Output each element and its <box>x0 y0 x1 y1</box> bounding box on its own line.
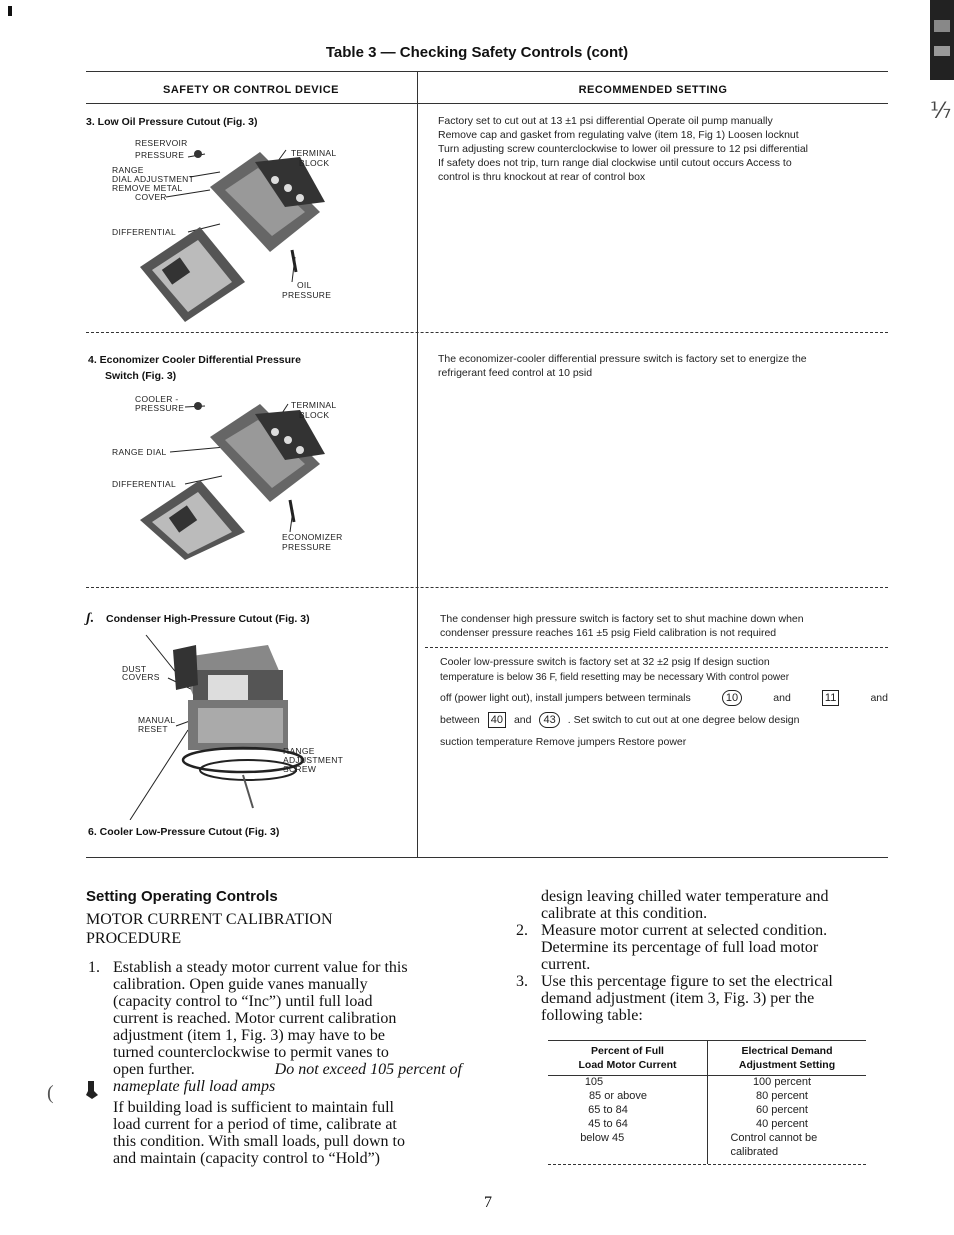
setting-line: control is thru knockout at rear of control box <box>438 171 646 183</box>
label-range: RANGE <box>112 165 144 175</box>
setting-cell: Control cannot be <box>730 1132 818 1144</box>
setting-cell: calibrated <box>730 1146 779 1158</box>
body-line: current. <box>541 956 591 973</box>
current-cell: 45 to 64 <box>588 1118 628 1130</box>
body-line: adjustment (item 1, Fig. 3) may have to be <box>113 1027 385 1044</box>
head-text: Adjustment Setting <box>738 1059 836 1071</box>
demand-head-right <box>708 1044 866 1072</box>
demand-head-left <box>548 1044 707 1072</box>
body-line: demand adjustment (item 3, Fig. 3) per the <box>541 990 815 1007</box>
label-covers: COVERS <box>122 672 160 682</box>
setting-line: The condenser high pressure switch is factory set to shut machine down when <box>440 613 804 625</box>
section-6-setting <box>440 655 888 752</box>
body-line: turned counterclockwise to permit vanes to <box>113 1044 389 1061</box>
body-line-mixed <box>113 1061 462 1078</box>
setting-cell: 60 percent <box>756 1104 808 1116</box>
label-reservoir: RESERVOIR <box>135 138 188 148</box>
demand-table-body <box>548 1075 866 1159</box>
section-4-title-line2: Switch (Fig. 3) <box>105 370 177 382</box>
terminal-10: 10 <box>722 690 742 706</box>
section-3-setting <box>438 114 888 184</box>
section-5-divider <box>425 647 888 648</box>
section-3-divider <box>86 332 888 333</box>
table-row <box>548 1145 866 1159</box>
label-pressure: PRESSURE <box>135 150 185 160</box>
head-text: Load Motor Current <box>578 1059 677 1071</box>
body-line: this condition. With small loads, pull down to <box>113 1133 405 1150</box>
label-economizer-pressure: PRESSURE <box>282 542 332 552</box>
body-line: and maintain (capacity control to “Hold”) <box>113 1150 381 1167</box>
warning-italic: nameplate full load amps <box>113 1078 276 1095</box>
label-terminal: TERMINAL <box>291 148 337 158</box>
label-differential: DIFFERENTIAL <box>112 227 177 237</box>
step-2-number: 2. <box>516 922 528 939</box>
setting-line: suction temperature Remove jumpers Restore power <box>440 736 687 748</box>
col-head-device: SAFETY OR CONTROL DEVICE <box>162 84 339 96</box>
section-5-title: Condenser High-Pressure Cutout (Fig. 3) <box>106 613 310 625</box>
section-4-setting <box>438 352 888 380</box>
current-cell: below 45 <box>580 1132 625 1144</box>
step-3-number: 3. <box>516 973 528 990</box>
setting-text: and <box>773 692 791 704</box>
setting-line: Turn adjusting screw counterclockwise to lower oil pressure to 12 psi differential <box>438 143 809 155</box>
page-title: Table 3 — Checking Safety Controls (cont) <box>325 44 629 61</box>
body-line: calibrate at this condition. <box>541 905 708 922</box>
label-economizer: ECONOMIZER <box>282 532 343 542</box>
body-line: Establish a steady motor current value for this <box>113 959 408 976</box>
body-line: current is reached. Motor current calibration <box>113 1010 397 1027</box>
section-4-divider <box>86 587 888 588</box>
step-1-continued <box>541 888 888 922</box>
label-dial-adjustment: DIAL ADJUSTMENT <box>112 174 195 184</box>
label-cooler: COOLER - <box>135 394 179 404</box>
label-block: BLOCK <box>299 158 330 168</box>
label-screw: SCREW <box>283 764 317 774</box>
demand-table-bottom <box>548 1164 866 1165</box>
setting-line-terminals-2 <box>440 710 888 730</box>
body-line: following table: <box>541 1007 643 1024</box>
body-line: calibration. Open guide vanes manually <box>113 976 368 993</box>
body-line: Measure motor current at selected condition. <box>541 922 828 939</box>
label-oil-pressure: PRESSURE <box>282 290 332 300</box>
edge-tab-stripe <box>934 20 950 32</box>
setting-line: condenser pressure reaches 161 ±5 psig Field calibration is not required <box>440 627 777 639</box>
margin-mark: ⅐ <box>930 98 952 123</box>
setting-cell: 80 percent <box>756 1090 808 1102</box>
label-oil: OIL <box>297 280 312 290</box>
head-text: Percent of Full <box>591 1045 664 1057</box>
setting-line: Cooler low-pressure switch is factory set at 32 ±2 psig If design suction <box>440 656 770 668</box>
setting-line: Factory set to cut out at 13 ±1 psi differential Operate oil pump manually <box>438 115 773 127</box>
body-line: (capacity control to “Inc”) until full load <box>113 993 373 1010</box>
page-number: 7 <box>484 1194 492 1211</box>
table-row <box>548 1117 866 1131</box>
label-range: RANGE <box>283 746 315 756</box>
corner-mark <box>8 6 12 16</box>
body-line: Determine its percentage of full load motor <box>541 939 819 956</box>
body-line: load current for a period of time, calibrate at <box>113 1116 397 1133</box>
setting-line: The economizer-cooler differential pressure switch is factory set to energize the <box>438 353 807 365</box>
setting-text: . Set switch to cut out at one degree below design <box>567 714 800 726</box>
column-divider <box>417 72 418 857</box>
setting-line: Remove cap and gasket from regulating valve (item 18, Fig 1) Loosen locknut <box>438 129 799 141</box>
label-range-dial: RANGE DIAL <box>112 447 167 457</box>
section-3-title: 3. Low Oil Pressure Cutout (Fig. 3) <box>86 116 258 128</box>
setting-text: off (power light out), install jumpers between terminals <box>440 692 691 704</box>
setting-line: refrigerant feed control at 10 psid <box>438 367 593 379</box>
label-reset: RESET <box>138 724 168 734</box>
table-bottom-rule <box>86 857 888 858</box>
warning-italic: Do not exceed 105 percent of <box>274 1061 462 1078</box>
body-text: open further. <box>113 1061 195 1078</box>
label-remove-metal: REMOVE METAL <box>112 183 183 193</box>
table-top-rule <box>86 71 888 72</box>
label-dust: DUST <box>122 664 147 674</box>
setting-text: and <box>513 714 532 726</box>
subheading-line2: PROCEDURE <box>86 930 182 947</box>
col-head-setting: RECOMMENDED SETTING <box>578 84 728 96</box>
label-cover: COVER <box>135 192 167 202</box>
table-row <box>548 1131 866 1145</box>
section-heading: Setting Operating Controls <box>86 888 278 905</box>
section-5-number: ʃ. <box>86 611 95 626</box>
setting-line: temperature is below 36 F, field resetting may be necessary With control power <box>440 672 790 683</box>
step-1-text <box>113 959 462 1167</box>
setting-line: If safety does not trip, turn range dial clockwise until cutout occurs Access to <box>438 157 792 169</box>
setting-cell: 40 percent <box>756 1118 808 1130</box>
label-cooler-pressure: PRESSURE <box>135 403 185 413</box>
label-terminal: TERMINAL <box>291 400 337 410</box>
body-line: If building load is sufficient to maintain full <box>113 1099 394 1116</box>
terminal-40: 40 <box>488 712 506 728</box>
setting-line-terminals <box>440 688 888 708</box>
warning-pointer-icon <box>84 1079 100 1101</box>
section-6-title: 6. Cooler Low-Pressure Cutout (Fig. 3) <box>88 826 280 838</box>
step-1-number: 1. <box>88 959 100 976</box>
terminal-11: 11 <box>822 690 839 706</box>
table-row <box>548 1075 866 1089</box>
body-line: design leaving chilled water temperature and <box>541 888 829 905</box>
step-2-text <box>541 922 888 973</box>
section-5-setting <box>440 612 888 640</box>
section-4-title-line1: 4. Economizer Cooler Differential Pressure <box>88 354 301 366</box>
current-cell: 105 <box>584 1076 604 1088</box>
body-line: Use this percentage figure to set the electrical <box>541 973 833 990</box>
setting-cell: 100 percent <box>752 1076 812 1088</box>
step-3-text <box>541 973 888 1024</box>
terminal-43: 43 <box>539 712 559 728</box>
label-manual: MANUAL <box>138 715 176 725</box>
margin-paren: ( <box>47 1082 54 1104</box>
header-bottom-rule <box>86 103 888 104</box>
edge-tab <box>930 0 954 80</box>
label-adjustment: ADJUSTMENT <box>283 755 344 765</box>
subheading-line1: MOTOR CURRENT CALIBRATION <box>86 911 333 928</box>
label-block: BLOCK <box>299 410 330 420</box>
current-cell: 85 or above <box>588 1090 648 1102</box>
setting-text: between <box>440 714 480 726</box>
head-text: Electrical Demand <box>741 1045 833 1057</box>
label-differential: DIFFERENTIAL <box>112 479 177 489</box>
table-row <box>548 1089 866 1103</box>
current-cell: 65 to 84 <box>588 1104 628 1116</box>
table-row <box>548 1103 866 1117</box>
setting-text: and <box>870 692 888 704</box>
